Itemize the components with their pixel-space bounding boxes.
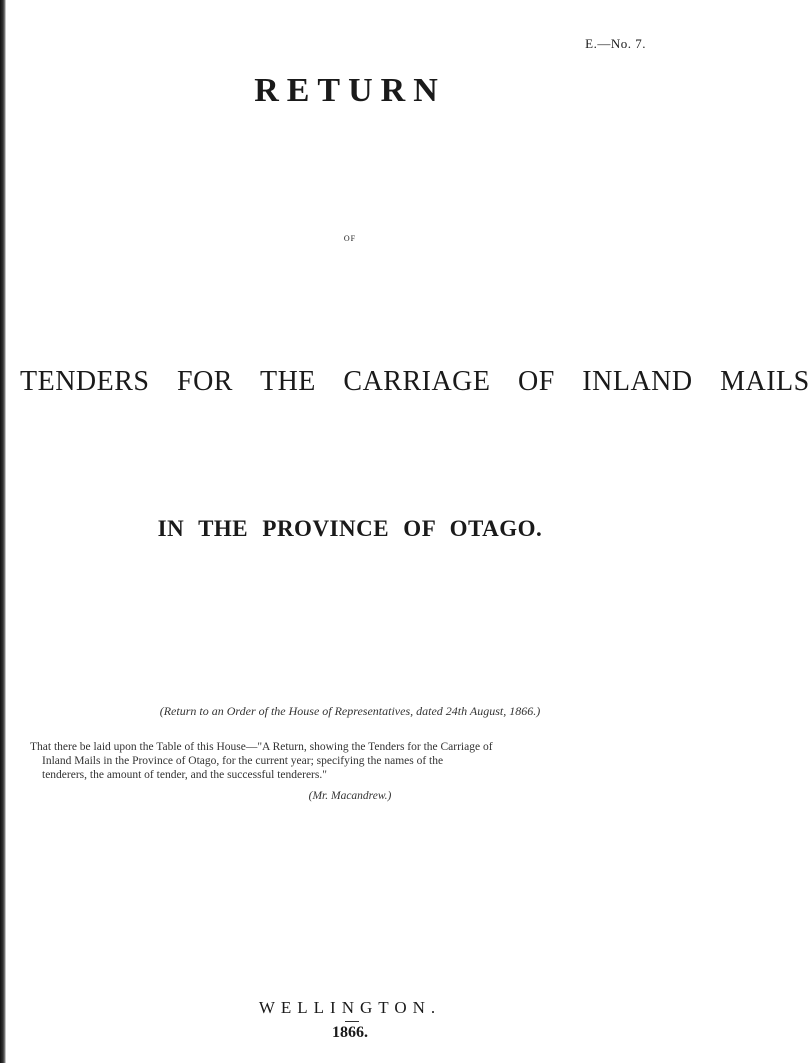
document-title: RETURN (254, 72, 446, 109)
mover-name: (Mr. Macandrew.) (308, 790, 392, 802)
publication-year: 1866. (332, 1024, 368, 1041)
motion-line: tenderers, the amount of tender, and the successful tenderers." (42, 769, 327, 781)
divider-rule (345, 1021, 359, 1022)
motion-line: Inland Mails in the Province of Otago, for the current year; specifying the names of the (42, 755, 444, 767)
document-reference: E.—No. 7. (585, 36, 646, 51)
document-subject: TENDERS FOR THE CARRIAGE OF INLAND MAILS (20, 366, 810, 397)
motion-line: That there be laid upon the Table of this House—"A Return, showing the Tenders for the Carriage of (30, 741, 493, 753)
province-heading: IN THE PROVINCE OF OTAGO. (157, 516, 543, 541)
motion-text (30, 740, 660, 782)
order-note: (Return to an Order of the House of Representatives, dated 24th August, 1866.) (159, 704, 541, 718)
publication-place: WELLINGTON. (258, 998, 442, 1017)
title-connector: OF (343, 234, 357, 243)
